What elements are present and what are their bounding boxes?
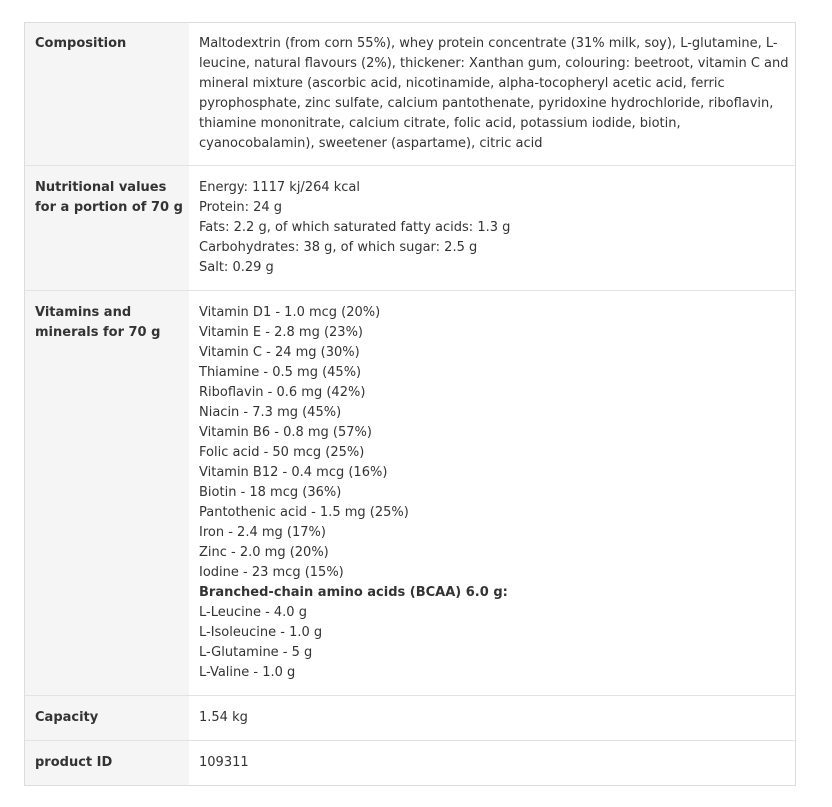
vitamins-label (25, 291, 189, 695)
vitamin-line: Niacin - 7.3 mg (45%) (199, 405, 342, 420)
product-id-value (189, 741, 795, 785)
nutrition-line: Fats: 2.2 g, of which saturated fatty acids: 1.3 g (199, 220, 511, 235)
table-row-composition (25, 23, 795, 165)
vitamin-line: Vitamin B6 - 0.8 mg (57%) (199, 425, 372, 440)
composition-line: leucine, natural flavours (2%), thickener: Xanthan gum, colouring: beetroot, vitamin C and (199, 56, 789, 71)
composition-label (25, 23, 189, 165)
vitamin-line: Vitamin B12 - 0.4 mcg (16%) (199, 465, 388, 480)
vitamin-line: Thiamine - 0.5 mg (45%) (199, 365, 362, 380)
product-id-label (25, 741, 189, 785)
nutrition-line: Carbohydrates: 38 g, of which sugar: 2.5 g (199, 240, 478, 255)
capacity-value (189, 696, 795, 740)
vitamin-line: Vitamin D1 - 1.0 mcg (20%) (199, 305, 381, 320)
vitamin-line: Iron - 2.4 mg (17%) (199, 525, 326, 540)
nutrition-line: Energy: 1117 kj/264 kcal (199, 180, 361, 195)
vitamin-line: Pantothenic acid - 1.5 mg (25%) (199, 505, 409, 520)
vitamin-line: Zinc - 2.0 mg (20%) (199, 545, 329, 560)
vitamin-line: Iodine - 23 mcg (15%) (199, 565, 344, 580)
composition-line: Maltodextrin (from corn 55%), whey protein concentrate (31% milk, soy), L-glutamine, L- (199, 36, 778, 51)
vitamin-line: Vitamin E - 2.8 mg (23%) (199, 325, 363, 340)
product-id-value-text: 109311 (199, 755, 249, 770)
capacity-label (25, 696, 189, 740)
vitamins-label-line: Vitamins and (35, 305, 132, 320)
composition-line: thiamine mononitrate, calcium citrate, folic acid, potassium iodide, biotin, (199, 116, 681, 131)
bcaa-line: L-Isoleucine - 1.0 g (199, 625, 323, 640)
composition-line: mineral mixture (ascorbic acid, nicotinamide, alpha-tocopheryl acetic acid, ferric (199, 76, 725, 91)
bcaa-heading: Branched-chain amino acids (BCAA) 6.0 g: (199, 585, 508, 600)
vitamins-label-line: minerals for 70 g (35, 325, 161, 340)
composition-line: cyanocobalamin), sweetener (aspartame), citric acid (199, 136, 543, 151)
composition-value (189, 23, 802, 165)
bcaa-line: L-Leucine - 4.0 g (199, 605, 307, 620)
nutrition-line: Protein: 24 g (199, 200, 283, 215)
nutrition-label (25, 166, 189, 290)
vitamin-line: Vitamin C - 24 mg (30%) (199, 345, 360, 360)
vitamin-line: Riboflavin - 0.6 mg (42%) (199, 385, 366, 400)
product-details-table (24, 22, 796, 786)
composition-line: pyrophosphate, zinc sulfate, calcium pantothenate, pyridoxine hydrochloride, riboflavin, (199, 96, 774, 111)
table-row-vitamins (25, 290, 795, 695)
table-row-nutrition (25, 165, 795, 290)
product-id-label-text: product ID (35, 755, 113, 770)
nutrition-value (189, 166, 795, 290)
vitamin-line: Folic acid - 50 mcg (25%) (199, 445, 365, 460)
bcaa-line: L-Valine - 1.0 g (199, 665, 296, 680)
composition-label-text: Composition (35, 36, 127, 51)
vitamins-value (189, 291, 795, 695)
capacity-label-text: Capacity (35, 710, 99, 725)
table-row-product-id (25, 740, 795, 785)
nutrition-label-line: for a portion of 70 g (35, 200, 183, 215)
vitamin-line: Biotin - 18 mcg (36%) (199, 485, 342, 500)
nutrition-label-line: Nutritional values (35, 180, 167, 195)
capacity-value-text: 1.54 kg (199, 710, 248, 725)
bcaa-line: L-Glutamine - 5 g (199, 645, 313, 660)
table-row-capacity (25, 695, 795, 740)
nutrition-line: Salt: 0.29 g (199, 260, 274, 275)
